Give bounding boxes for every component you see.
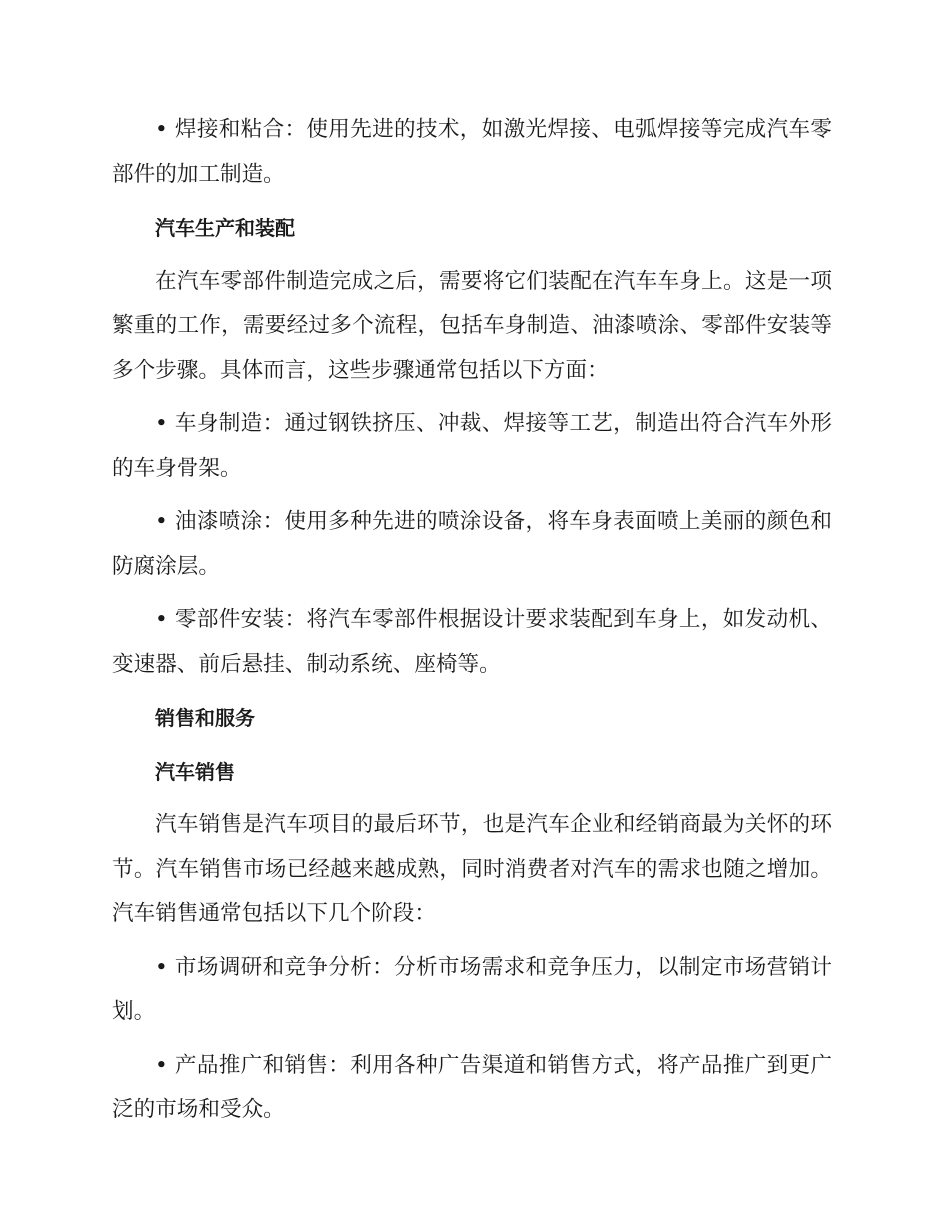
- heading-sales-service: 销售和服务: [155, 706, 255, 730]
- paragraph-assembly-intro: 在汽车零部件制造完成之后，需要将它们装配在汽车车身上。这是一项繁重的工作，需要经过多个流程，包括车身制造、油漆喷涂、零部件安装等多个步骤。具体而言，这些步骤通常包括以下方面：: [112, 268, 832, 383]
- bullet-parts-installation: • 零部件安装：将汽车零部件根据设计要求装配到车身上，如发动机、变速器、前后悬挂、制动系统、座椅等。: [112, 607, 832, 677]
- paragraph-sales-intro: 汽车销售是汽车项目的最后环节，也是汽车企业和经销商最为关怀的环节。汽车销售市场已经越来越成熟，同时消费者对汽车的需求也随之增加。汽车销售通常包括以下几个阶段：: [112, 812, 832, 926]
- heading-production-assembly: 汽车生产和装配: [155, 216, 295, 240]
- bullet-welding: • 焊接和粘合：使用先进的技术，如激光焊接、电弧焊接等完成汽车零部件的加工制造。: [112, 117, 832, 187]
- heading-car-sales: 汽车销售: [155, 759, 235, 784]
- bullet-painting: • 油漆喷涂：使用多种先进的喷涂设备，将车身表面喷上美丽的颜色和防腐涂层。: [112, 509, 832, 579]
- document-page: [112, 108, 832, 1142]
- bullet-body-manufacturing: • 车身制造：通过钢铁挤压、冲裁、焊接等工艺，制造出符合汽车外形的车身骨架。: [112, 411, 832, 481]
- bullet-product-promotion: • 产品推广和销售：利用各种广告渠道和销售方式，将产品推广到更广泛的市场和受众。: [112, 1052, 832, 1122]
- bullet-market-research: • 市场调研和竞争分析：分析市场需求和竞争压力，以制定市场营销计划。: [112, 954, 832, 1024]
